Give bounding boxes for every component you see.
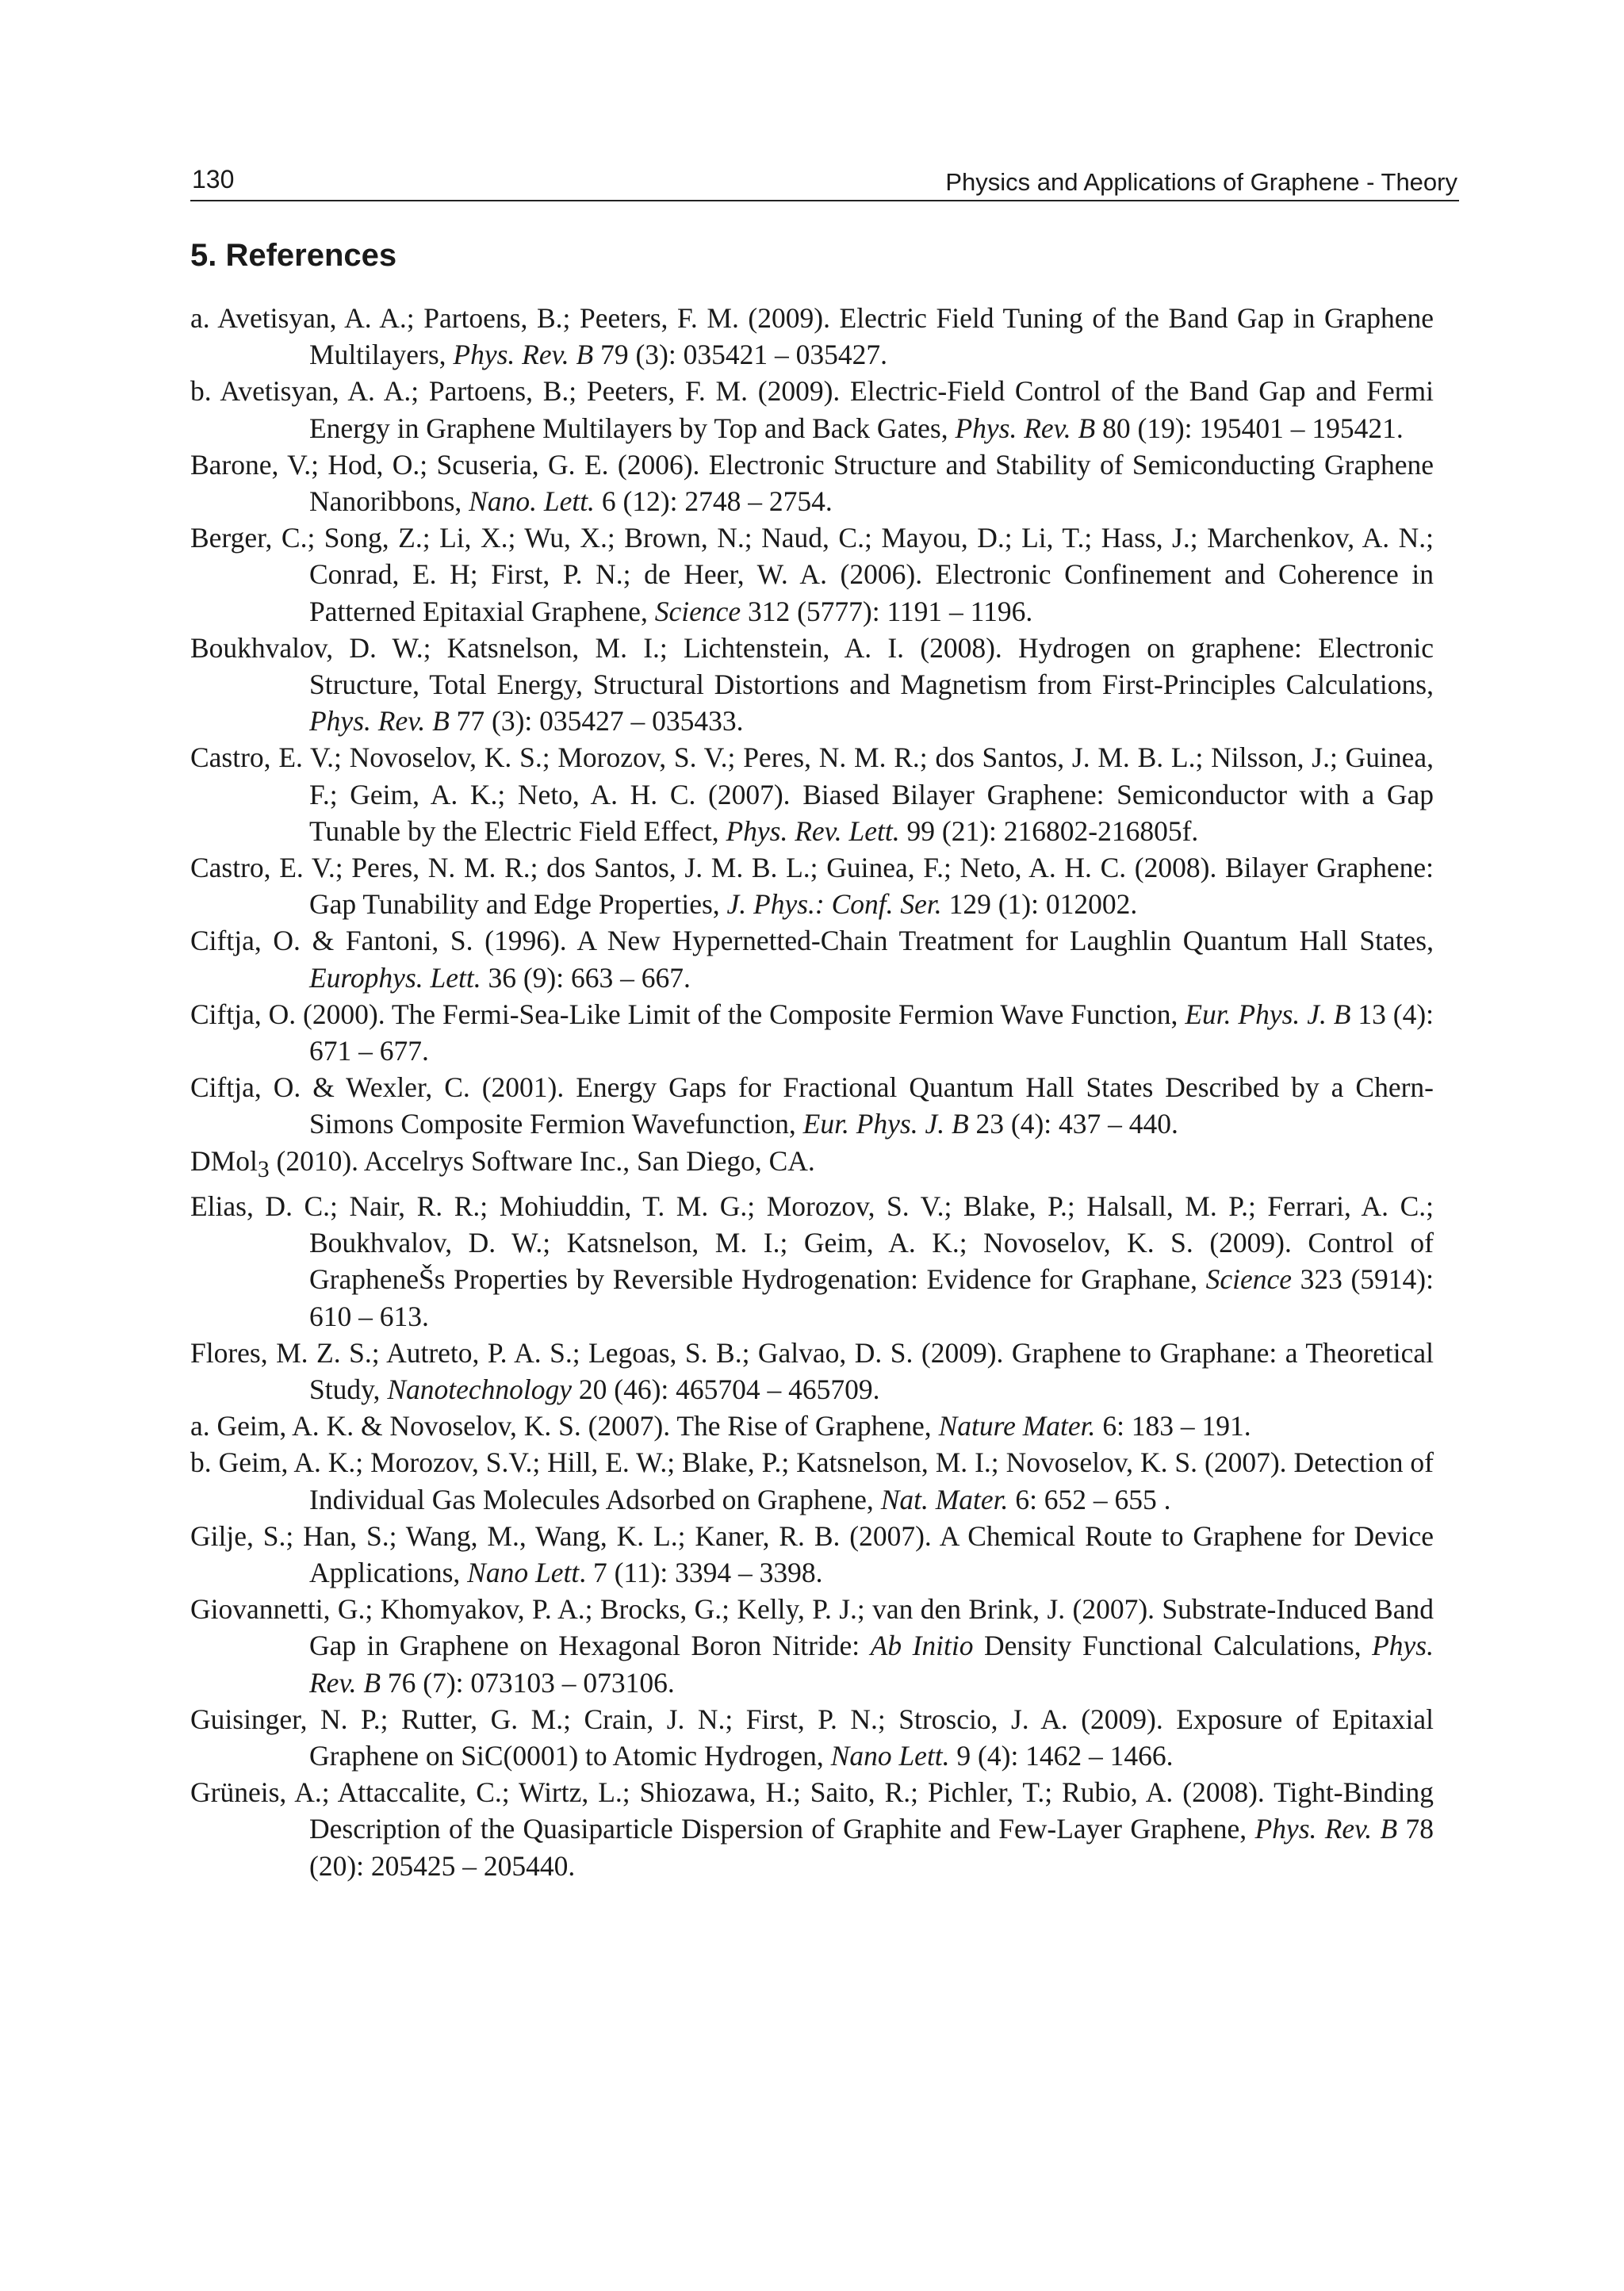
- reference-item: Barone, V.; Hod, O.; Scuseria, G. E. (2006). Electronic Structure and Stability of Semiconducting Graphene Nanoribbons, Nano. Lett. 6 (12): 2748 – 2754.: [190, 448, 1434, 518]
- reference-item: Castro, E. V.; Peres, N. M. R.; dos Santos, J. M. B. L.; Guinea, F.; Neto, A. H. C. (2008). Bilayer Graphene: Gap Tunability and Edge Properties, J. Phys.: Conf. Ser. 129 (1): 012002.: [190, 852, 1434, 921]
- reference-item: Grüneis, A.; Attaccalite, C.; Wirtz, L.; Shiozawa, H.; Saito, R.; Pichler, T.; Rubio, A. (2008). Tight-Binding Description of the Quasiparticle Dispersion of Graphite and Few-Layer Graphene, Phys. Rev. B 78 (20): 205425 – 205440.: [190, 1776, 1434, 1882]
- reference-item: Giovannetti, G.; Khomyakov, P. A.; Brocks, G.; Kelly, P. J.; van den Brink, J. (2007). Substrate-Induced Band Gap in Graphene on Hexagonal Boron Nitride: Ab Initio Density Functional Calculations, Phys. Rev. B 76 (7): 073103 – 073106.: [190, 1593, 1434, 1699]
- reference-item: Elias, D. C.; Nair, R. R.; Mohiuddin, T. M. G.; Morozov, S. V.; Blake, P.; Halsall, M. P.; Ferrari, A. C.; Boukhvalov, D. W.; Katsnelson, M. I.; Geim, A. K.; Novoselov, K. S. (2009). Control of GrapheneŠs Properties by Reversible Hydrogenation: Evidence for Graphane, Science 323 (5914): 610 – 613.: [190, 1190, 1434, 1332]
- reference-item: Flores, M. Z. S.; Autreto, P. A. S.; Legoas, S. B.; Galvao, D. S. (2009). Graphene to Graphane: a Theoretical Study, Nanotechnology 20 (46): 465704 – 465709.: [190, 1336, 1434, 1405]
- reference-item: Ciftja, O. & Fantoni, S. (1996). A New Hypernetted-Chain Treatment for Laughlin Quantum Hall States, Europhys. Lett. 36 (9): 663 – 667.: [190, 925, 1434, 994]
- reference-item: Guisinger, N. P.; Rutter, G. M.; Crain, J. N.; First, P. N.; Stroscio, J. A. (2009). Exposure of Epitaxial Graphene on SiC(0001) to Atomic Hydrogen, Nano Lett. 9 (4): 1462 – 1466.: [190, 1703, 1434, 1772]
- reference-item: Berger, C.; Song, Z.; Li, X.; Wu, X.; Brown, N.; Naud, C.; Mayou, D.; Li, T.; Hass, J.; Marchenkov, A. N.; Conrad, E. H; First, P. N.; de Heer, W. A. (2006). Electronic Confinement and Coherence in Patterned Epitaxial Graphene, Science 312 (5777): 1191 – 1196.: [190, 522, 1434, 627]
- reference-item: b. Geim, A. K.; Morozov, S.V.; Hill, E. W.; Blake, P.; Katsnelson, M. I.; Novoselov, K. S. (2007). Detection of Individual Gas Molecules Adsorbed on Graphene, Nat. Mater. 6: 652 – 655 .: [190, 1446, 1434, 1515]
- reference-item: Gilje, S.; Han, S.; Wang, M., Wang, K. L.; Kaner, R. B. (2007). A Chemical Route to Graphene for Device Applications, Nano Lett. 7 (11): 3394 – 3398.: [190, 1519, 1434, 1588]
- reference-item: DMol$_3$ (2010). Accelrys Software Inc., San Diego, CA.: [190, 1144, 815, 1182]
- section-heading: 5. References: [190, 238, 397, 273]
- page-number: 130: [192, 165, 235, 193]
- reference-item: a. Avetisyan, A. A.; Partoens, B.; Peeters, F. M. (2009). Electric Field Tuning of the Band Gap in Graphene Multilayers, Phys. Rev. B 79 (3): 035421 – 035427.: [190, 302, 1434, 371]
- page-header: [190, 163, 1459, 201]
- reference-item: Ciftja, O. (2000). The Fermi-Sea-Like Limit of the Composite Fermion Wave Function, Eur. Phys. J. B 13 (4): 671 – 677.: [190, 998, 1434, 1067]
- running-title: Physics and Applications of Graphene - Theory: [945, 168, 1457, 196]
- reference-item: a. Geim, A. K. & Novoselov, K. S. (2007). The Rise of Graphene, Nature Mater. 6: 183 – 191.: [190, 1410, 1251, 1442]
- reference-item: Castro, E. V.; Novoselov, K. S.; Morozov, S. V.; Peres, N. M. R.; dos Santos, J. M. B. L.; Nilsson, J.; Guinea, F.; Geim, A. K.; Neto, A. H. C. (2007). Biased Bilayer Graphene: Semiconductor with a Gap Tunable by the Electric Field Effect, Phys. Rev. Lett. 99 (21): 216802-216805f.: [190, 741, 1434, 847]
- reference-item: Ciftja, O. & Wexler, C. (2001). Energy Gaps for Fractional Quantum Hall States Described by a Chern-Simons Composite Fermion Wavefunction, Eur. Phys. J. B 23 (4): 437 – 440.: [190, 1071, 1434, 1140]
- reference-item: Boukhvalov, D. W.; Katsnelson, M. I.; Lichtenstein, A. I. (2008). Hydrogen on graphene: Electronic Structure, Total Energy, Structural Distortions and Magnetism from First-Principles Calculations, Phys. Rev. B 77 (3): 035427 – 035433.: [190, 631, 1434, 737]
- reference-list: [190, 300, 1434, 1884]
- reference-item: b. Avetisyan, A. A.; Partoens, B.; Peeters, F. M. (2009). Electric-Field Control of the Band Gap and Fermi Energy in Graphene Multilayers by Top and Back Gates, Phys. Rev. B 80 (19): 195401 – 195421.: [190, 375, 1434, 444]
